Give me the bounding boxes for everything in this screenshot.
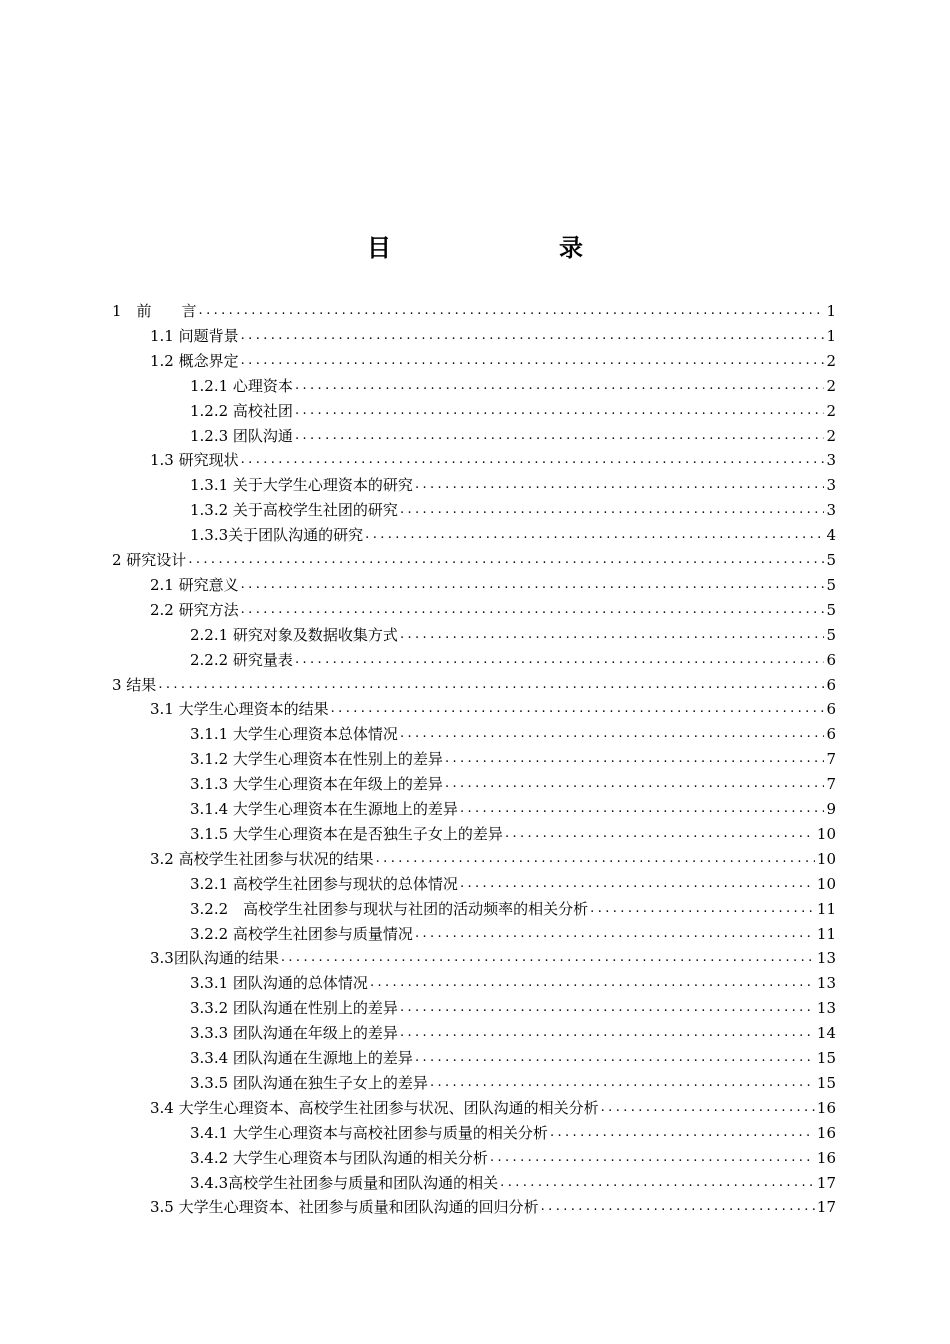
toc-entry-label: 3.3.3 团队沟通在年级上的差异 xyxy=(190,1024,398,1043)
toc-entry-page: 5 xyxy=(826,600,836,619)
toc-entry[interactable] xyxy=(150,847,836,872)
toc-leader-dots xyxy=(541,1195,815,1220)
toc-entry-page: 5 xyxy=(826,625,836,644)
toc-entry[interactable] xyxy=(190,1071,836,1096)
toc-leader-dots xyxy=(590,897,815,922)
toc-entry-label: 2.1 研究意义 xyxy=(150,575,239,594)
toc-leader-dots xyxy=(158,673,824,698)
toc-leader-dots xyxy=(550,1121,815,1146)
toc-leader-dots xyxy=(460,797,824,822)
toc-entry[interactable] xyxy=(190,897,836,922)
toc-entry-label: 1.2.2 高校社团 xyxy=(190,401,293,420)
toc-entry-page: 2 xyxy=(826,401,836,420)
toc-leader-dots xyxy=(490,1146,815,1171)
toc-entry[interactable] xyxy=(150,1195,836,1220)
toc-entry-label: 3.2.1 高校学生社团参与现状的总体情况 xyxy=(190,874,458,893)
toc-entry[interactable] xyxy=(112,673,836,698)
toc-entry-page: 15 xyxy=(816,1049,836,1067)
toc-entry-page: 9 xyxy=(826,800,836,818)
toc-leader-dots xyxy=(400,1021,815,1046)
toc-entry[interactable] xyxy=(190,424,836,449)
toc-entry[interactable] xyxy=(190,922,836,947)
toc-entry-label: 3.3.5 团队沟通在独生子女上的差异 xyxy=(190,1073,428,1092)
toc-entry-page: 15 xyxy=(816,1073,836,1092)
toc-entry[interactable] xyxy=(150,448,836,473)
toc-entry-label: 3.4.3高校学生社团参与质量和团队沟通的相关 xyxy=(190,1173,499,1192)
toc-entry-label: 1 前 言 xyxy=(112,302,197,320)
toc-leader-dots xyxy=(415,1046,815,1071)
toc-entry-page: 6 xyxy=(826,700,836,719)
toc-leader-dots xyxy=(365,523,824,548)
toc-leader-dots xyxy=(241,448,824,473)
toc-entry-label: 1.3 研究现状 xyxy=(150,451,239,470)
toc-entry[interactable] xyxy=(190,1121,836,1146)
toc-entry[interactable] xyxy=(150,573,836,598)
toc-entry-page: 1 xyxy=(826,326,836,345)
toc-entry[interactable] xyxy=(190,399,836,424)
toc-entry-page: 7 xyxy=(826,750,836,769)
toc-entry[interactable] xyxy=(190,996,836,1021)
toc-entry-label: 3.3.4 团队沟通在生源地上的差异 xyxy=(190,1049,413,1067)
toc-entry[interactable] xyxy=(190,1171,836,1196)
toc-entry-page: 4 xyxy=(826,526,836,545)
toc-leader-dots xyxy=(415,922,815,947)
toc-leader-dots xyxy=(445,747,824,772)
toc-entry-page: 5 xyxy=(826,575,836,594)
toc-entry-page: 13 xyxy=(816,949,836,968)
toc-leader-dots xyxy=(281,946,815,971)
toc-leader-dots xyxy=(188,548,824,573)
toc-entry-page: 10 xyxy=(816,874,836,893)
toc-entry[interactable] xyxy=(150,349,836,374)
toc-entry[interactable] xyxy=(190,374,836,399)
toc-entry-label: 1.3.3关于团队沟通的研究 xyxy=(190,526,364,545)
toc-entry-label: 1.3.1 关于大学生心理资本的研究 xyxy=(190,476,413,495)
toc-entry-label: 3.1.5 大学生心理资本在是否独生子女上的差异 xyxy=(190,824,503,843)
toc-entry[interactable] xyxy=(190,971,836,996)
toc-leader-dots xyxy=(376,847,815,872)
toc-entry-label: 3.4 大学生心理资本、高校学生社团参与状况、团队沟通的相关分析 xyxy=(150,1098,599,1117)
toc-entry-page: 17 xyxy=(816,1198,836,1217)
toc-leader-dots xyxy=(400,498,824,523)
toc-entry-page: 5 xyxy=(826,551,836,569)
toc-leader-dots xyxy=(400,996,815,1021)
toc-leader-dots xyxy=(331,697,824,722)
toc-leader-dots xyxy=(199,299,824,324)
toc-entry-page: 13 xyxy=(816,999,836,1018)
toc-entry-label: 1.2.1 心理资本 xyxy=(190,376,293,395)
toc-leader-dots xyxy=(241,573,824,598)
toc-leader-dots xyxy=(415,473,824,498)
toc-entry[interactable] xyxy=(150,324,836,349)
toc-leader-dots xyxy=(601,1096,815,1121)
toc-leader-dots xyxy=(295,374,824,399)
toc-entry[interactable] xyxy=(190,872,836,897)
toc-entry-page: 16 xyxy=(816,1098,836,1117)
toc-entry-page: 6 xyxy=(826,675,836,694)
toc-entry[interactable] xyxy=(190,747,836,772)
toc-entry-label: 3.2.2 高校学生社团参与现状与社团的活动频率的相关分析 xyxy=(190,899,589,918)
toc-entry-label: 2.2 研究方法 xyxy=(150,600,239,619)
toc-leader-dots xyxy=(500,1171,815,1196)
toc-leader-dots xyxy=(430,1071,815,1096)
toc-leader-dots xyxy=(241,349,824,374)
toc-entry-page: 11 xyxy=(816,899,836,918)
toc-entry-label: 2.2.2 研究量表 xyxy=(190,650,293,669)
toc-entry-label: 3.1.3 大学生心理资本在年级上的差异 xyxy=(190,775,443,794)
toc-entry-label: 3.1 大学生心理资本的结果 xyxy=(150,700,329,719)
toc-entry[interactable] xyxy=(190,772,836,797)
toc-entry[interactable] xyxy=(190,1146,836,1171)
toc-leader-dots xyxy=(295,399,824,424)
toc-entry[interactable] xyxy=(190,648,836,673)
toc-leader-dots xyxy=(295,648,824,673)
toc-entry-page: 10 xyxy=(816,849,836,868)
toc-entry-page: 2 xyxy=(826,376,836,395)
toc-entry[interactable] xyxy=(190,623,836,648)
toc-entry-page: 6 xyxy=(826,650,836,669)
toc-entry-page: 7 xyxy=(826,775,836,794)
toc-entry-page: 3 xyxy=(826,476,836,495)
toc-entry-label: 2.2.1 研究对象及数据收集方式 xyxy=(190,625,398,644)
toc-entry-page: 13 xyxy=(816,974,836,993)
toc-entry-label: 3.3.1 团队沟通的总体情况 xyxy=(190,974,368,993)
toc-entry[interactable] xyxy=(112,299,836,324)
toc-entry-label: 3.4.1 大学生心理资本与高校社团参与质量的相关分析 xyxy=(190,1123,548,1142)
toc-entry[interactable] xyxy=(190,722,836,747)
toc-entry[interactable] xyxy=(150,598,836,623)
toc-title: 目 录 xyxy=(367,234,623,262)
toc-entry[interactable] xyxy=(190,473,836,498)
toc-entry[interactable] xyxy=(190,797,836,822)
toc-entry-label: 1.3.2 关于高校学生社团的研究 xyxy=(190,501,398,520)
toc-entry-label: 3.4.2 大学生心理资本与团队沟通的相关分析 xyxy=(190,1148,488,1167)
toc-leader-dots xyxy=(505,822,815,847)
toc-entry-page: 2 xyxy=(826,426,836,445)
toc-entry-label: 1.2.3 团队沟通 xyxy=(190,426,293,445)
toc-leader-dots xyxy=(241,324,824,349)
toc-entry-label: 3.2.2 高校学生社团参与质量情况 xyxy=(190,924,413,943)
toc-entry[interactable] xyxy=(150,1096,836,1121)
toc-entry-label: 3 结果 xyxy=(112,675,157,694)
toc-entry-page: 3 xyxy=(826,501,836,520)
toc-entry-label: 3.1.4 大学生心理资本在生源地上的差异 xyxy=(190,800,458,818)
toc-leader-dots xyxy=(295,424,824,449)
toc-entry-page: 2 xyxy=(826,351,836,370)
toc-leader-dots xyxy=(241,598,824,623)
toc-entry[interactable] xyxy=(190,498,836,523)
toc-entry-label: 1.1 问题背景 xyxy=(150,326,239,345)
toc-leader-dots xyxy=(445,772,824,797)
toc-entry-label: 2 研究设计 xyxy=(112,551,187,569)
toc-leader-dots xyxy=(400,623,824,648)
toc-entry-page: 1 xyxy=(826,302,836,320)
toc-entry[interactable] xyxy=(150,697,836,722)
toc-entry[interactable] xyxy=(190,523,836,548)
toc-entry-page: 3 xyxy=(826,451,836,470)
toc-entry[interactable] xyxy=(112,548,836,573)
toc-entry-label: 1.2 概念界定 xyxy=(150,351,239,370)
toc-entry-label: 3.1.1 大学生心理资本总体情况 xyxy=(190,725,398,744)
toc-entry-label: 3.5 大学生心理资本、社团参与质量和团队沟通的回归分析 xyxy=(150,1198,539,1217)
toc-entry[interactable] xyxy=(190,822,836,847)
toc-entry-page: 17 xyxy=(816,1173,836,1192)
toc-entry-label: 3.3.2 团队沟通在性别上的差异 xyxy=(190,999,398,1018)
toc-entry-page: 16 xyxy=(816,1148,836,1167)
toc-entry[interactable] xyxy=(190,1046,836,1071)
toc-entry[interactable] xyxy=(190,1021,836,1046)
toc-leader-dots xyxy=(370,971,815,996)
toc-entry-label: 3.3团队沟通的结果 xyxy=(150,949,279,968)
toc-entry-page: 16 xyxy=(816,1123,836,1142)
toc-entry[interactable] xyxy=(150,946,836,971)
toc-entry-page: 6 xyxy=(826,725,836,744)
toc-leader-dots xyxy=(400,722,824,747)
toc-entry-label: 3.1.2 大学生心理资本在性别上的差异 xyxy=(190,750,443,769)
toc-entry-label: 3.2 高校学生社团参与状况的结果 xyxy=(150,849,374,868)
toc-entry-page: 14 xyxy=(816,1024,836,1043)
toc-entry-page: 11 xyxy=(816,924,836,943)
toc-entry-page: 10 xyxy=(816,824,836,843)
toc-leader-dots xyxy=(460,872,815,897)
